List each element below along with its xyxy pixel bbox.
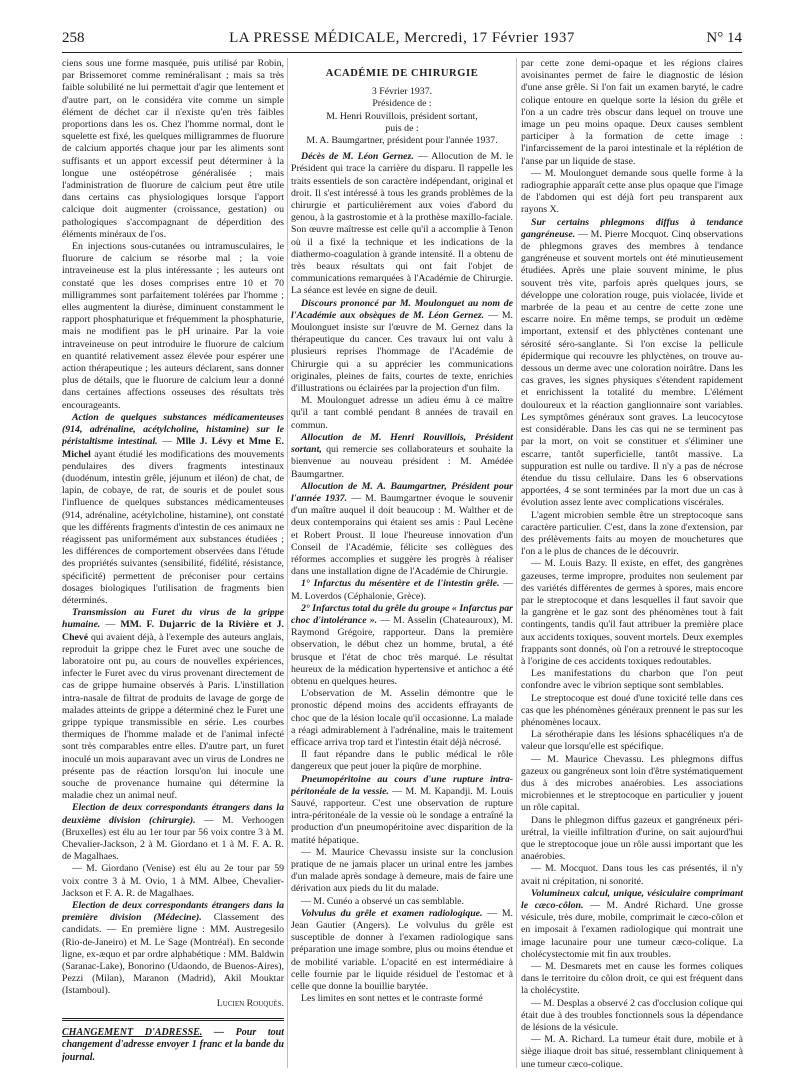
section-title: Volumineux calcul, unique, vésiculaire comprimant le cæco-côlon. <box>521 887 743 912</box>
paragraph: ciens sous une forme masquée, puis utilisé par Robin, par Brissemoret comme reminéralisant ; mais sa très faible solubilité ne lui permettait d'agir que lentement et d'autre part, on le considéra vite comme un simple élément de déchet car il n'existe qu'en très faibles proportions dans les os. Chez l'homme normal, dont le squelette est fixé, les quelques milligrammes de fluorure de calcium apportés chaque jour par les aliments sont suffisants et un apport excessif peut déterminer à la longue une ostéopétrose généralisée ; mais l'administration de fluorure de calcium peut être utile dans certains cas physiologiques lorsque l'apport calcique doit augmenter (croissance, gestation) ou pathologiques s'accompagnant de déperdition des éléments minéraux de l'os. <box>62 58 284 240</box>
section-body: — M. Jean Gautier (Angers). Le volvulus du grêle est susceptible de donner à l'examen radiologique sans préparation une image sombre, plus ou moins étendue et de mobilité variable. L'opacité en est intermédiaire à celle fournie par le liquide résiduel de l'estomac et à celle que donne la bouillie barytée. <box>291 907 513 993</box>
section-title: Transmission au Furet du virus de la grippe humaine. <box>62 607 284 631</box>
column-2 <box>291 58 513 1068</box>
section-body: — M. Loverdos (Céphalonie, Grèce). <box>291 578 513 602</box>
section-authors: Mlle J. Lévy et Mme E. Michel <box>62 436 284 460</box>
paragraph: — M. Desplas a observé 2 cas d'occlusion colique qui était due à des troubles fonctionnels sous la dépendance de lésions de la vésicule. <box>521 997 743 1034</box>
section <box>62 802 284 863</box>
paragraph: — M. Louis Bazy. Il existe, en effet, des gangrènes gazeuses, terme impropre, produites non seulement par des variétés différentes de germes à spores, mais encore par le streptocoque et dans lesquelles il faut savoir que la gangrène et le gaz sont des phénomènes tout à fait contingents, tandis qu'il faut attribuer la première place aux accidents toxiques, souvent mortels. Deux exemples frappants sont donnés, où l'on a retrouvé le streptocoque à l'origine de ces accidents toxiques redoutables. <box>521 558 743 667</box>
section-body: — M. Asselin (Chateauroux), M. Raymond Grégoire, rapporteur. Dans la première observation, le début chez un homme, brutal, a été brusque et l'état de choc très marqué. Le résultat heureux de la médication hypertensive et antichoc a été obtenu en quelques heures. <box>291 614 513 687</box>
section-title: Election de deux correspondants étrangers dans la deuxième division (chirurgie). <box>62 802 284 826</box>
section-title: 2° Infarctus total du grêle du groupe « Infarctus par choc d'intolérance ». <box>291 602 513 626</box>
address-change-notice <box>62 1027 284 1065</box>
section-heading: ACADÉMIE DE CHIRURGIE <box>325 68 479 79</box>
page-number: 258 <box>62 30 85 46</box>
notice-label: CHANGEMENT D'ADRESSE. <box>62 1026 203 1038</box>
paragraph: — M. Mocquot. Dans tous les cas présentés, il n'y avait ni crépitation, ni sonorité. <box>521 863 743 887</box>
section <box>291 151 513 297</box>
column-3 <box>521 58 743 1068</box>
section-body: — M. Verhoogen (Bruxelles) est élu au 1er tour par 56 voix contre 3 à M. Chevalier-Jackson, 2 à M. Giordano et 1 à M. F. A. R. de Magalhaes. <box>62 814 284 863</box>
section-title: Décès de M. Léon Gernez. <box>301 151 414 163</box>
paragraph: par cette zone demi-opaque et les régions claires avoisinantes permet de faire le diagnostic de lésion d'une anse grêle. Si l'on fait un examen baryté, le cadre colique entoure en quelque sorte la lésion du grêle et l'on a un cadre très obscur dans lequel on trouve une image un peu moins opaque. Deux causes semblent participer à la formation de cette image : l'infarcissement de la paroi intestinale et la réplétion de l'anse par un liquide de stase. <box>521 58 743 167</box>
column-1 <box>62 58 284 1068</box>
paragraph: — M. Giordano (Venise) est élu au 2e tour par 59 voix contre 3 à M. Ovio, 1 à MM. Albee, Chevalier-Jackson et F. A. R. de Magalhaes. <box>62 863 284 899</box>
section-body: — Allocution de M. le Président qui trace la carrière du disparu. Il rappelle les traits essentiels de son caractère indépendant, original et droit. Il s'est intéressé à tous les grands problèmes de la chirurgie et particulièrement aux voies d'abord du genou, à la gastrostomie et à la prothèse maxillo-faciale. Son œuvre maîtresse est celle qu'il a accomplie à Tenon où il a fixé la technique et les indications de la diathermo-coagulation à grande intensité. Il a obtenu de très beaux résultats qui ont fait l'objet de communications remarquées à l'Académie de Chirurgie. La séance est levée en signe de deuil. <box>291 151 513 297</box>
section: Transmission au Furet du virus de la grippe humaine. — MM. F. Dujarric de la Rivière et J. Chevé qui avaient déjà, à l'exemple des auteurs anglais, reproduit la grippe chez le Furet avec une souche de laboratoire ont pu, au cours de nouvelles expériences, infecter le Furet avec du virus provenant directement de cas de grippe humaine observés à Paris. L'instillation intra-nasale de filtrat de produits de lavage de gorge de malades atteints de grippe a déterminé chez le Furet une grippe typique transmissible en série. Les courbes thermiques de l'homme malade et de l'animal infecté sont très comparables entre elles. D'autre part, un furet inoculé un mois auparavant avec un virus de Londres ne présente pas de réaction lorsqu'on lui inocule une souche de provenance humaine qui détermine la maladie chez un animal neuf. <box>62 607 284 802</box>
section <box>291 298 513 396</box>
section <box>291 578 513 602</box>
section-body: — M. M. Kapandji. M. Louis Sauvé, rapporteur. C'est une observation de rupture intra-péritonéale de la vessie où le sondage a entraîné la production d'un pneumopéritoine avec disparition de la matité hépatique. <box>291 785 513 846</box>
section-title: Allocution de M. Henri Rouvillois, Président sortant, <box>291 431 513 456</box>
paragraph: — M. Moulonguet demande sous quelle forme à la radiographie apparaît cette anse plus opaque que l'image de l'abdomen qui est déjà fort peu transparent aux rayons X. <box>521 167 743 216</box>
section-authors: MM. F. Dujarric de la Rivière et J. Chevé <box>62 619 284 643</box>
president-2: M. A. Baumgartner, président pour l'année 1937. <box>306 135 498 147</box>
paragraph: L'agent microbien semble être un streptocoque sans caractère particulier. C'est, dans la zone d'extension, par des prélèvements faits au moyen de mouchetures que l'on a le plus de chances de le découvrir. <box>521 509 743 558</box>
section-title: Election de deux correspondants étrangers dans la première division (Médecine). <box>62 900 284 924</box>
notice-text: — Pour tout changement d'adresse envoyer 1 franc et la bande du journal. <box>62 1026 284 1063</box>
section-body: — M. André Richard. Une grosse vésicule, très dure, mobile, comprimait le cæco-côlon et en imposait à l'examen radiologique qui montrait une image lacunaire pour une tumeur cæco-colique. La cholécystectomie mit fin aux troubles. <box>521 900 743 960</box>
section-divider <box>62 1018 284 1021</box>
page-header <box>62 22 742 52</box>
column-divider-2 <box>516 58 517 1068</box>
section <box>291 908 513 993</box>
paragraph: M. Moulonguet adresse un adieu ému à ce maître qu'il a tant comblé pendant 8 années de travail en commun. <box>291 395 513 431</box>
section-body: ayant étudié les modifications des mouvements pendulaires des divers fragments intestinaux (duodénum, intestin grêle, jéjunum et iléon) de chat, de lapin, de cobaye, de rat, de souris et de poulet sous l'influence de quelques substances médicamenteuses (914, adrénaline, acétylcholine, histamine), ont constaté que les différents fragments d'intestin de ces animaux ne réagissent pas uniformément aux substances étudiées ; les différences de comportement observées dans l'étude des propriétés suivantes (sensibilité, fidélité, résistance, spécificité) permettent de préconiser pour certains dosages biologiques l'utilisation de fragments bien déterminés. <box>62 448 284 606</box>
paragraph: — M. A. Richard. La tumeur était dure, mobile et à siège iliaque droit bas situé, ressemblant cliniquement à une tumeur cæco-colique. <box>521 1034 743 1068</box>
section-title: 1° Infarctus du mésentère et de l'intestin grêle. <box>301 578 500 590</box>
section-title: Volvulus du grêle et examen radiologique. <box>301 907 483 919</box>
section-title: Discours prononcé par M. Moulonguet au nom de l'Académie aux obsèques de M. Léon Gernez. <box>291 297 513 321</box>
section <box>291 603 513 688</box>
section <box>291 774 513 847</box>
paragraph: Les limites en sont nettes et le contraste formé <box>301 993 483 1005</box>
paragraph: — M. Desmarets met en cause les formes coliques dans le territoire du côlon droit, ce qui est fréquent dans la cholécystite. <box>521 961 743 997</box>
column-divider-1 <box>287 58 288 1068</box>
section-title: Sur certains phlegmons diffus à tendance gangréneuse. <box>521 216 743 240</box>
issue-number: N° 14 <box>706 30 742 46</box>
section-title: Pneumopéritoine au cours d'une rupture intra-péritonéale de la vessie. <box>291 773 513 797</box>
section <box>521 888 743 961</box>
paragraph: Il faut répandre dans le public médical le rôle dangereux que peut jouer la piqûre de morphine. <box>291 749 513 773</box>
paragraph: Les manifestations du charbon que l'on peut confondre avec le vibrion septique sont semblables. <box>521 668 743 692</box>
section <box>291 481 513 579</box>
paragraph: — M. Maurice Chevassu insiste sur la conclusion pratique de ne jamais placer un urinal entre les jambes d'un malade après sondage à demeure, mais de faire une dérivation aux pieds du lit du malade. <box>291 846 513 895</box>
section-title: Action de quelques substances médicamenteuses (914, adrénaline, acétylcholine, histamine) sur le péristaltisme intestinal. <box>62 411 284 448</box>
section <box>521 217 743 510</box>
session-date: 3 Février 1937. <box>371 86 433 98</box>
section-body: — M. Baumgartner évoque le souvenir d'un maître auquel il doit beaucoup : M. Walther et de deux contemporains qui étaient ses amis : Paul Lecène et Robert Proust. Il loue l'heureuse innovation d'un Conseil de l'Académie, félicite ses collègues des réformes accomplies et suggère les progrès à réaliser dans une installation digne de l'Académie de Chirurgie. <box>291 492 513 578</box>
paragraph: — M. Maurice Chevassu. Les phlegmons diffus gazeux ou gangréneux sont loin d'être systématiquement dus à des microbes anaérobies. Les associations microbiennes et le streptocoque en particulier y jouent un rôle capital. <box>521 753 743 814</box>
section-body: qui remercie ses collaborateurs et souhaite la bienvenue au nouveau président : M. Amédée Baumgartner. <box>291 444 513 480</box>
signature: Lucien Rouquès. <box>216 997 284 1009</box>
section-body: Classement des candidats. — En première ligne : MM. Austregesilo (Rio-de-Janeiro) et M. Le Sage (Montréal). En seconde ligne, ex-æquo et par ordre alphabétique : MM. Baldwin (Saranac-Lake), Bonorino (Udaondo, de Buenos-Aires), Pezzi (Milan), Maranon (Madrid), Akil Mouktar (Istamboul). <box>62 912 284 997</box>
paragraph: Le streptocoque est doué d'une toxicité telle dans ces cas que les phénomènes généraux prennent le pas sur les phénomènes locaux. <box>521 692 743 728</box>
section <box>291 432 513 481</box>
section: Action de quelques substances médicamenteuses (914, adrénaline, acétylcholine, histamine) sur le péristaltisme intestinal. — Mlle J. Lévy et Mme E. Michel ayant étudié les modifications des mouvements pendulaires des divers fragments intestinaux (duodénum, intestin grêle, jéjunum et iléon) de chat, de lapin, de cobaye, de rat, de souris et de poulet sous l'influence de quelques substances médicamenteuses (914, adrénaline, acétylcholine, histamine), ont constaté que les différents fragments d'intestin de ces animaux ne réagissent pas uniformément aux substances étudiées ; les différences de comportement observées dans l'étude des propriétés suivantes (sensibilité, fidélité, résistance, spécificité) permettent de préconiser pour certains dosages biologiques l'utilisation de fragments bien déterminés. <box>62 411 284 606</box>
paragraph: La sérothérapie dans les lésions sphacéliques n'a de valeur que lorsqu'elle est spécifique. <box>521 729 743 753</box>
paragraph: L'observation de M. Asselin démontre que le pronostic dépend moins des accidents effrayants de choc que de la lésion locale qu'il occasionne. La malade a réagi admirablement à l'adrénaline, mais le traitement efficace arriva trop tard et l'intestin était déjà nécrosé. <box>291 688 513 748</box>
section-body: — M. Moulonguet insiste sur l'œuvre de M. Gernez dans la thérapeutique du cancer. Ces travaux lui ont valu à plusieurs reprises l'hommage de l'Académie de Chirurgie qui a su apprécier les communications originales, pleines de faits, courtes de texte, enrichies d'illustrations ou éclairées par la projection d'un film. <box>291 309 513 395</box>
section-body: qui avaient déjà, à l'exemple des auteurs anglais, reproduit la grippe chez le Furet avec une souche de laboratoire ont pu, au cours de nouvelles expériences, infecter le Furet avec du virus provenant directement de cas de grippe humaine observés à Paris. L'instillation intra-nasale de filtrat de produits de lavage de gorge de malades atteints de grippe a déterminé chez le Furet une grippe typique transmissible en série. Les courbes thermiques de l'homme malade et de l'animal infecté sont très comparables entre elles. D'autre part, un furet inoculé un mois auparavant avec un virus de Londres ne présente pas de réaction lorsqu'on lui inocule une souche de provenance humaine qui détermine la maladie chez un animal neuf. <box>62 631 284 802</box>
header-rule <box>62 52 742 53</box>
paragraph: — M. Cunéo a observé un cas semblable. <box>301 895 464 907</box>
presidence-label: Présidence de : <box>372 98 432 110</box>
puis-label: puis de : <box>385 122 419 134</box>
section <box>62 900 284 998</box>
section-body: — M. Pierre Mocquot. Cinq observations de phlegmons graves des membres à tendance gangréneuse et souvent mortels ont été minutieusement étudiées. Après une plaie souvent minime, le plus souvent très vite, parfois après quelques jours, se développe une coloration rouge, puis violacée, livide et marbrée de la peau et au centre de cette zone une escarre noire. En même temps, se produit un œdème important, extensif et des phlyctènes contenant une sérosité séro-sanglante. Si l'on excise la pellicule épidermique qui recouvre les phlyctènes, on trouve au-dessous un derme avec une coloration noirâtre. Dans les cas graves, les signes physiques s'étendent rapidement et enrichissent la totalité du membre. L'élément douloureux et la réaction ganglionnaire sont variables. Les symptômes généraux sont graves. La leucocytose est considérable. Dans les cas qui ne se terminent pas par la mort, on voit se constituer et s'éliminer une escarre, tantôt superficielle, tantôt massive. La suppuration est nulle ou tardive. Il n'y a pas de nécrose étendue du tissu cellulaire. Dans les 6 observations apportées, 4 se sont terminées par la mort due un cas à évolution assez lente avec complications viscérales. <box>521 228 743 509</box>
paragraph: En injections sous-cutanées ou intramusculaires, le fluorure de calcium se résorbe mal ; la voie intraveineuse est la plus intéressante ; les auteurs ont constaté que les doses comprises entre 10 et 70 milligrammes sont parfaitement tolérées par l'homme ; elles augmentent la diurèse, diminuent constamment le rapport phosphaturique et fréquemment la phosphaturie, mais ne modifient pas le pH urinaire. Par la voie intraveineuse on peut introduire le fluorure de calcium en quantité relativement assez élevée pour espérer une action thérapeutique ; les auteurs déclarent, sans donner plus de détails, que le fluorure de calcium leur a donné dans certaines affections osseuses des résultats très encourageants. <box>62 241 284 411</box>
journal-title: LA PRESSE MÉDICALE, Mercredi, 17 Février 1937 <box>229 30 575 46</box>
paragraph: Dans le phlegmon diffus gazeux et gangréneux péri-urétral, la vieille infiltration d'urine, on sait aujourd'hui que le streptocoque joue un rôle aussi important que les anaérobies. <box>521 814 743 863</box>
president-1: M. Henri Rouvillois, président sortant, <box>326 110 478 122</box>
section-title: Allocution de M. A. Baumgartner, Président pour l'année 1937. <box>291 480 513 504</box>
